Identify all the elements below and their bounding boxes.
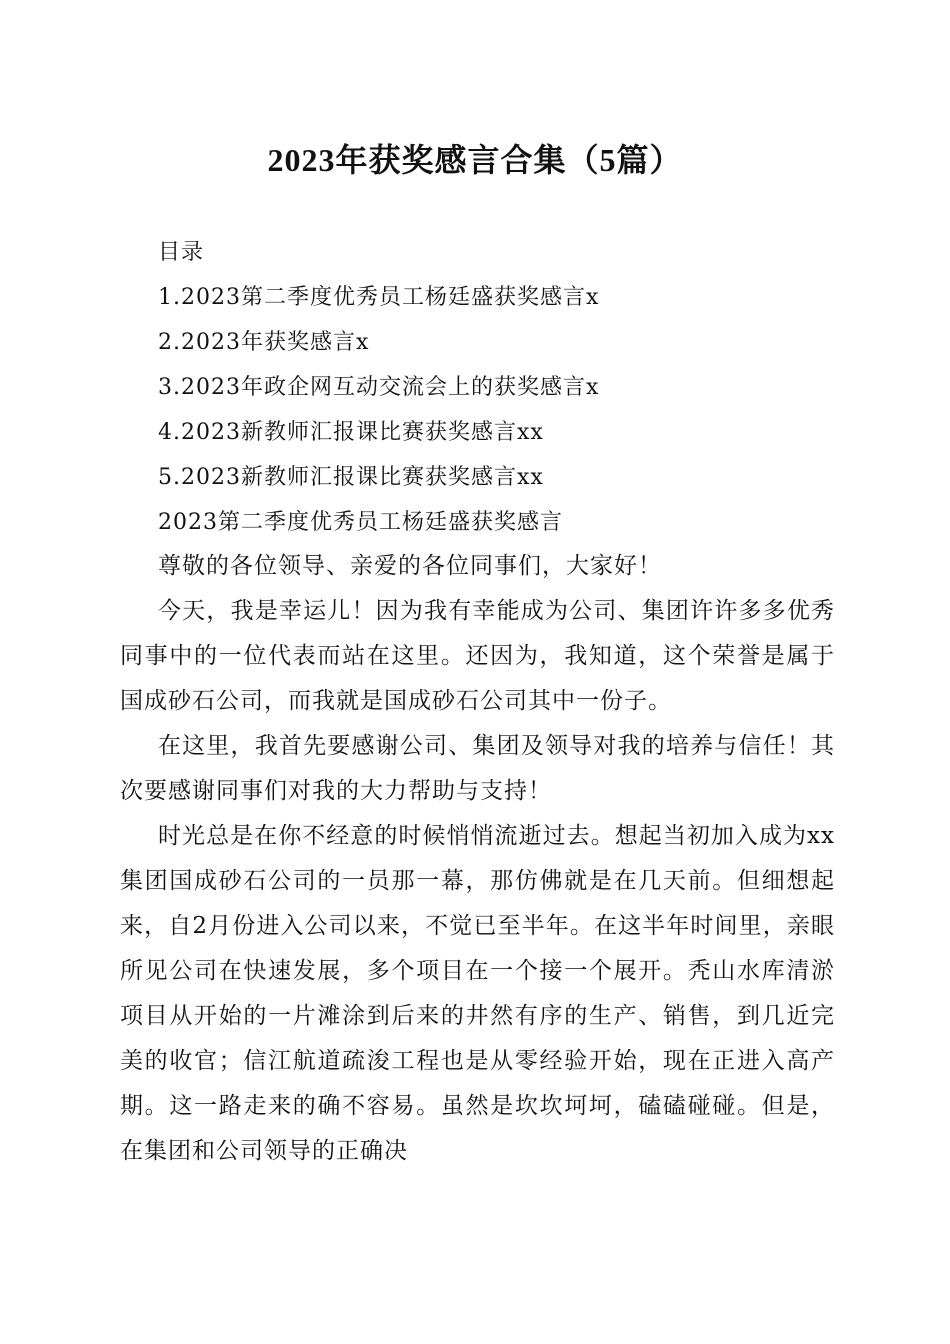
table-of-contents (158, 234, 599, 549)
paragraph: 时光总是在你不经意的时候悄悄流逝过去。想起当初加入成为xx集团国成砂石公司的一员那一幕，那仿佛就是在几天前。但细想起来，自2月份进入公司以来，不觉已至半年。在这半年时间里，亲眼所见公司在快速发展，多个项目在一个接一个展开。秃山水库清淤项目从开始的一片滩涂到后来的井然有序的生产、销售，到几近完美的收官；信江航道疏浚工程也是从零经验开始，现在正进入高产期。这一路走来的确不容易。虽然是坎坎坷坷，磕磕碰碰。但是，在集团和公司领导的正确决 (120, 823, 835, 1164)
toc-item: 4.2023新教师汇报课比赛获奖感言xx (158, 420, 544, 445)
speech-body (120, 544, 835, 1174)
paragraph: 今天，我是幸运儿！因为我有幸能成为公司、集团许许多多优秀同事中的一位代表而站在这里。还因为，我知道，这个荣誉是属于国成砂石公司，而我就是国成砂石公司其中一份子。 (120, 598, 835, 714)
toc-item: 3.2023年政企网互动交流会上的获奖感言x (158, 375, 600, 400)
toc-heading: 目录 (158, 240, 205, 265)
section-title: 2023第二季度优秀员工杨廷盛获奖感言 (158, 510, 563, 535)
document-title: 2023年获奖感言合集（5篇） (267, 142, 683, 178)
paragraph: 在这里，我首先要感谢公司、集团及领导对我的培养与信任！其次要感谢同事们对我的大力帮助与支持！ (120, 733, 835, 804)
toc-item: 2.2023年获奖感言x (158, 330, 370, 355)
toc-item: 1.2023第二季度优秀员工杨廷盛获奖感言x (158, 285, 600, 310)
toc-item: 5.2023新教师汇报课比赛获奖感言xx (158, 465, 544, 490)
paragraph: 尊敬的各位领导、亲爱的各位同事们，大家好！ (158, 553, 662, 579)
